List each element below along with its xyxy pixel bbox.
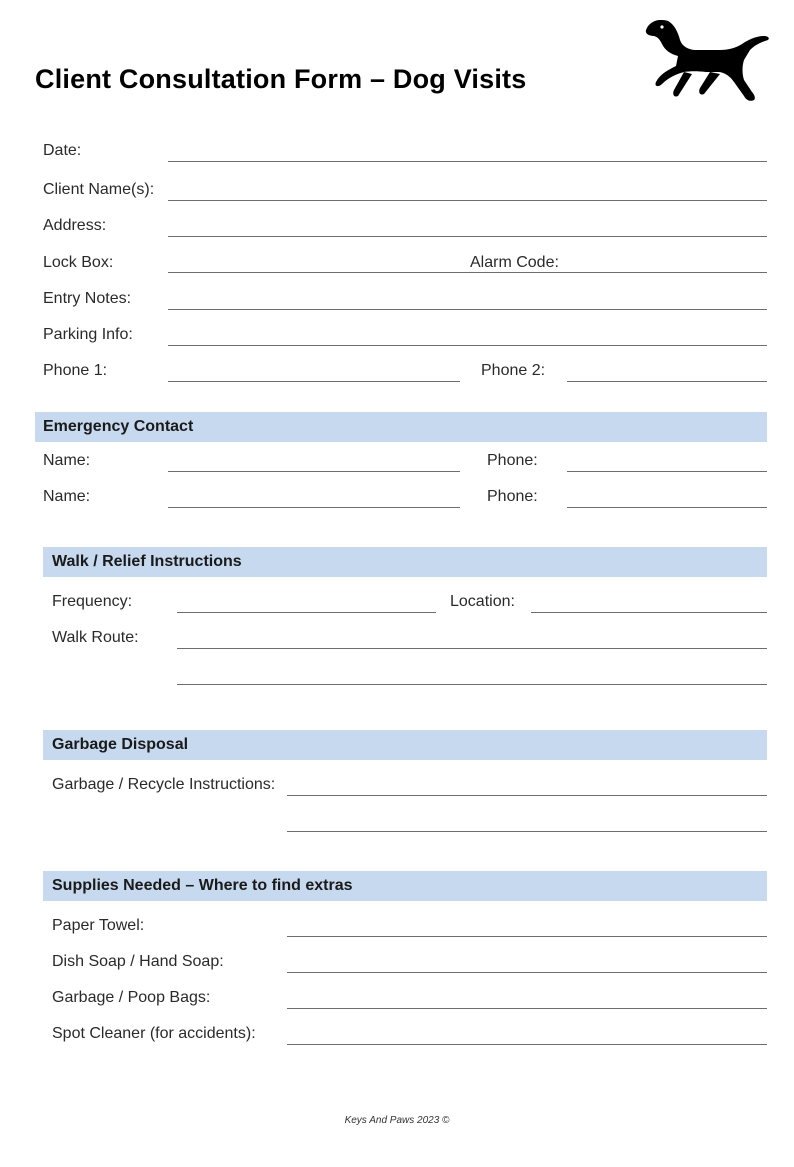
parking-info-field[interactable] [168,345,767,346]
phone1-label: Phone 1: [43,362,108,379]
client-names-label: Client Name(s): [43,181,155,198]
location-field[interactable] [531,612,767,613]
spot-cleaner-label: Spot Cleaner (for accidents): [52,1025,256,1042]
client-names-field[interactable] [168,200,767,201]
phone1-field[interactable] [168,381,460,382]
frequency-label: Frequency: [52,593,133,610]
soap-label: Dish Soap / Hand Soap: [52,953,224,970]
entry-notes-label: Entry Notes: [43,290,132,307]
emergency-contact-heading: Emergency Contact [35,412,767,442]
soap-field[interactable] [287,972,767,973]
address-label: Address: [43,217,107,234]
emergency-name-field-1[interactable] [168,471,460,472]
date-field[interactable] [168,161,767,162]
walk-instructions-heading: Walk / Relief Instructions [43,547,767,577]
lock-box-label: Lock Box: [43,254,114,271]
emergency-phone-field-1[interactable] [567,471,767,472]
bags-field[interactable] [287,1008,767,1009]
walk-route-label: Walk Route: [52,629,139,646]
address-field[interactable] [168,236,767,237]
emergency-phone-label-2: Phone: [487,488,538,505]
page-title: Client Consultation Form – Dog Visits [35,64,527,94]
garbage-instructions-field-2[interactable] [287,831,767,832]
paper-towel-label: Paper Towel: [52,917,145,934]
supplies-needed-heading: Supplies Needed – Where to find extras [43,871,767,901]
lock-box-alarm-field[interactable] [168,272,767,273]
garbage-disposal-heading: Garbage Disposal [43,730,767,760]
alarm-code-label: Alarm Code: [470,254,559,271]
footer-copyright: Keys And Paws 2023 © [344,1115,450,1126]
entry-notes-field[interactable] [168,309,767,310]
paper-towel-field[interactable] [287,936,767,937]
dog-silhouette-icon [640,14,772,108]
bags-label: Garbage / Poop Bags: [52,989,211,1006]
spot-cleaner-field[interactable] [287,1044,767,1045]
walk-route-field-1[interactable] [177,648,767,649]
emergency-name-label-2: Name: [43,488,91,505]
location-label: Location: [450,593,515,610]
garbage-instructions-field-1[interactable] [287,795,767,796]
frequency-field[interactable] [177,612,436,613]
emergency-name-label-1: Name: [43,452,91,469]
parking-info-label: Parking Info: [43,326,133,343]
garbage-instructions-label: Garbage / Recycle Instructions: [52,776,276,793]
emergency-phone-field-2[interactable] [567,507,767,508]
emergency-name-field-2[interactable] [168,507,460,508]
phone2-label: Phone 2: [481,362,546,379]
phone2-field[interactable] [567,381,767,382]
date-label: Date: [43,142,82,159]
walk-route-field-2[interactable] [177,684,767,685]
emergency-phone-label-1: Phone: [487,452,538,469]
